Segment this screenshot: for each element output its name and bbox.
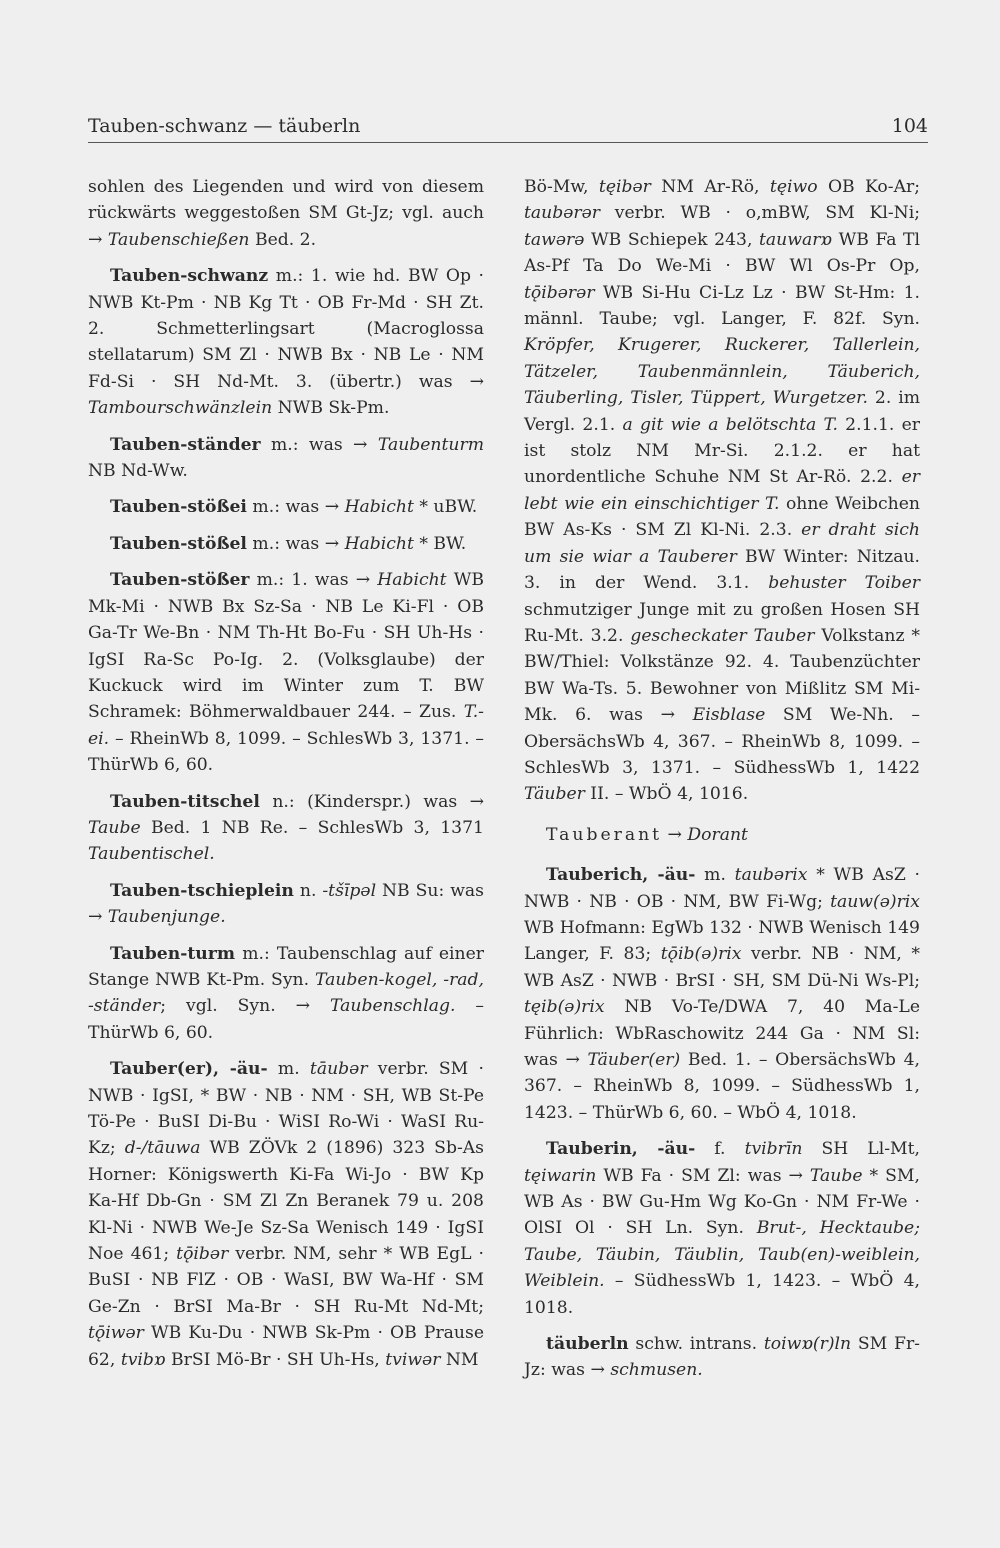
dictionary-entry: Tauben-ständer m.: was → Taubenturm NB Nd-Ww. <box>88 434 484 482</box>
dictionary-entry: Tauben-stößel m.: was → Habicht * BW. <box>110 533 467 554</box>
headword: Tauben-turm <box>110 943 236 964</box>
dictionary-entry: Tauben-stößer m.: 1. was → Habicht WB Mk-Mi · NWB Bx Sz-Sa · NB Le Ki-Fl · OB Ga-Tr We-Bn · NM Th-Ht Bo-Fu · SH Uh-Hs · IgSI Ra-Sc Po-Ig. 2. (Volksglaube) der Kuckuck wird im Winter zum T. BW Schramek: Böhmerwaldbauer 244. – Zus. T.-ei. – RheinWb 8, 1099. – SchlesWb 3, 1371. – ThürWb 6, 60. <box>88 570 484 776</box>
headword: Tauben-ständer <box>110 434 261 455</box>
cross-reference: Taubenschießen <box>107 229 250 250</box>
right-column <box>524 174 920 1394</box>
cross-reference: Eisblase <box>692 705 766 726</box>
headword: Tauben-tschieplein <box>110 880 294 901</box>
running-title: Tauben-schwanz — täuberln <box>88 115 361 137</box>
headword: Tauberin, -äu- <box>546 1139 696 1160</box>
phonetic-form: -tšīpəl <box>322 880 377 901</box>
headword: Tauben-stößer <box>110 570 250 591</box>
cross-reference: Taubenjunge. <box>107 907 226 928</box>
dictionary-entry: täuberln schw. intrans. toiwɒ(r)ln SM Fr-Jz: was → schmusen. <box>524 1334 920 1381</box>
cross-reference: Tambourschwänzlein <box>88 398 273 419</box>
dictionary-entry: Tauberant → Dorant <box>546 824 748 845</box>
dictionary-entry: Tauberin, -äu- f. tvibrīn SH Ll-Mt, tęiwarin WB Fa · SM Zl: was → Taube * SM, WB As · BW Gu-Hm Wg Ko-Gn · NM Fr-We · OlSI Ol · SH Ln. Syn. Brut-, Hecktaube; Taube, Täubin, Täublin, Taub(en)-weiblein, Weiblein. – SüdhessWb 1, 1423. – WbÖ 4, 1018. <box>524 1139 920 1318</box>
dictionary-entry: Tauben-tschieplein n. -tšīpəl NB Su: was → Taubenjunge. <box>88 880 484 928</box>
headword: Tauberant <box>546 824 663 845</box>
dictionary-entry: Tauber(er), -äu- m. tāubər verbr. SM · NWB · IgSI, * BW · NB · NM · SH, WB St-Pe Tö-Pe · BuSI Di-Bu · WiSI Ro-Wi · WaSI Ru-Kz; d-/tāuwa WB ZÖVk 2 (1896) 323 Sb-As Horner: Königswerth Ki-Fa Wi-Jo · BW Kp Ka-Hf Db-Gn · SM Zl Zn Beranek 79 u. 208 Kl-Ni · NWB We-Je Sz-Sa Wenisch 149 · IgSI Noe 461; tǭibər verbr. NM, sehr * WB EgL · BuSI · NB FlZ · OB · WaSI, BW Wa-Hf · SM Ge-Zn · BrSI Ma-Br · SH Ru-Mt Nd-Mt; tǭiwər WB Ku-Du · NWB Sk-Pm · OB Prause 62, tvibɒ BrSI Mö-Br · SH Uh-Hs, tviwər NM <box>88 1059 484 1370</box>
dictionary-entry: Tauben-stößei m.: was → Habicht * uBW. <box>110 497 478 518</box>
entry-continuation: sohlen des Liegenden und wird von diesem rückwärts weggestoßen SM Gt-Jz; vgl. auch → Taubenschießen Bed. 2. <box>88 177 484 250</box>
cross-reference: Habicht <box>377 570 447 591</box>
cross-reference: Täuber(er) <box>587 1050 681 1070</box>
headword: Tauben-titschel <box>110 791 260 812</box>
headword: Tauben-schwanz <box>110 266 269 287</box>
left-column <box>88 174 484 1383</box>
header-rule <box>88 142 928 143</box>
headword: täuberln <box>546 1334 629 1355</box>
dictionary-entry: Tauben-schwanz m.: 1. wie hd. BW Op · NWB Kt-Pm · NB Kg Tt · OB Fr-Md · SH Zt. 2. Schmetterlingsart (Macroglossa stellatarum) SM Zl · NWB Bx · NB Le · NM Fd-Si · SH Nd-Mt. 3. (übertr.) was → Tambourschwänzlein NWB Sk-Pm. <box>88 266 484 419</box>
cross-reference: Taubenturm <box>377 434 484 455</box>
dictionary-entry: Tauberich, -äu- m. taubərix * WB AsZ · NWB · NB · OB · NM, BW Fi-Wg; tauw(ə)rix WB Hofmann: EgWb 132 · NWB Wenisch 149 Langer, F. 83; tǭib(ə)rix verbr. NB · NM, * WB AsZ · NWB · BrSI · SH, SM Dü-Ni Ws-Pl; tęib(ə)rix NB Vo-Te/DWA 7, 40 Ma-Le Führlich: WbRaschowitz 244 Ga · NM Sl: was → Täuber(er) Bed. 1. – ObersächsWb 4, 367. – RheinWb 8, 1099. – SüdhessWb 1, 1423. – ThürWb 6, 60. – WbÖ 4, 1018. <box>524 865 920 1123</box>
cross-reference: schmusen. <box>610 1360 703 1381</box>
dictionary-entry: Tauben-titschel n.: (Kinderspr.) was → Taube Bed. 1 NB Re. – SchlesWb 3, 1371 Taubentischel. <box>88 791 484 865</box>
headword: Tauber(er), -äu- <box>110 1059 268 1080</box>
cross-reference: Dorant <box>687 824 748 845</box>
cross-reference: Taube <box>809 1165 863 1186</box>
page-number: 104 <box>891 115 928 137</box>
cross-reference: Taube <box>88 817 141 838</box>
headword: Tauben-stößel <box>110 533 247 554</box>
headword: Tauberich, -äu- <box>546 865 696 886</box>
headword: Tauben-stößei <box>110 497 247 518</box>
entry-continuation: Bö-Mw, tęibər NM Ar-Rö, tęiwo OB Ko-Ar; taubərər verbr. WB · o,mBW, SM Kl-Ni; tawərə WB Schiepek 243, tauwarɒ WB Fa Tl As-Pf Ta Do We-Mi · BW Wl Os-Pr Op, tǭibərər WB Si-Hu Ci-Lz Lz · BW St-Hm: 1. männl. Taube; vgl. Langer, F. 82f. Syn. Kröpfer, Krugerer, Ruckerer, Tallerlein, Tätzeler, Taubenmännlein, Täuberich, Täuberling, Tisler, Tüppert, Wurgetzer. 2. im Vergl. 2.1. a git wie a belötschta T. 2.1.1. er ist stolz NM Mr-Si. 2.1.2. er hat unordentliche Schuhe NM St Ar-Rö. 2.2. er lebt wie ein einschichtiger T. ohne Weibchen BW As-Ks · SM Zl Kl-Ni. 2.3. er draht sich um sie wiar a Tauberer BW Winter: Nitzau. 3. in der Wend. 3.1. behuster Toiber schmutziger Junge mit zu großen Hosen SH Ru-Mt. 3.2. gescheckater Tauber Volkstanz * BW/Thiel: Volkstänze 92. 4. Taubenzüchter BW Wa-Ts. 5. Bewohner von Mißlitz SM Mi-Mk. 6. was → Eisblase SM We-Nh. – ObersächsWb 4, 367. – RheinWb 8, 1099. – SchlesWb 3, 1371. – SüdhessWb 1, 1422 Täuber II. – WbÖ 4, 1016. <box>524 177 921 805</box>
cross-reference: Habicht <box>344 533 414 554</box>
dictionary-entry: Tauben-turm m.: Taubenschlag auf einer Stange NWB Kt-Pm. Syn. Tauben-kogel, -rad, -ständer; vgl. Syn. → Taubenschlag. – ThürWb 6, 60. <box>88 943 485 1043</box>
cross-reference: Habicht <box>344 497 414 518</box>
cross-reference: Taubenschlag. <box>330 996 456 1017</box>
